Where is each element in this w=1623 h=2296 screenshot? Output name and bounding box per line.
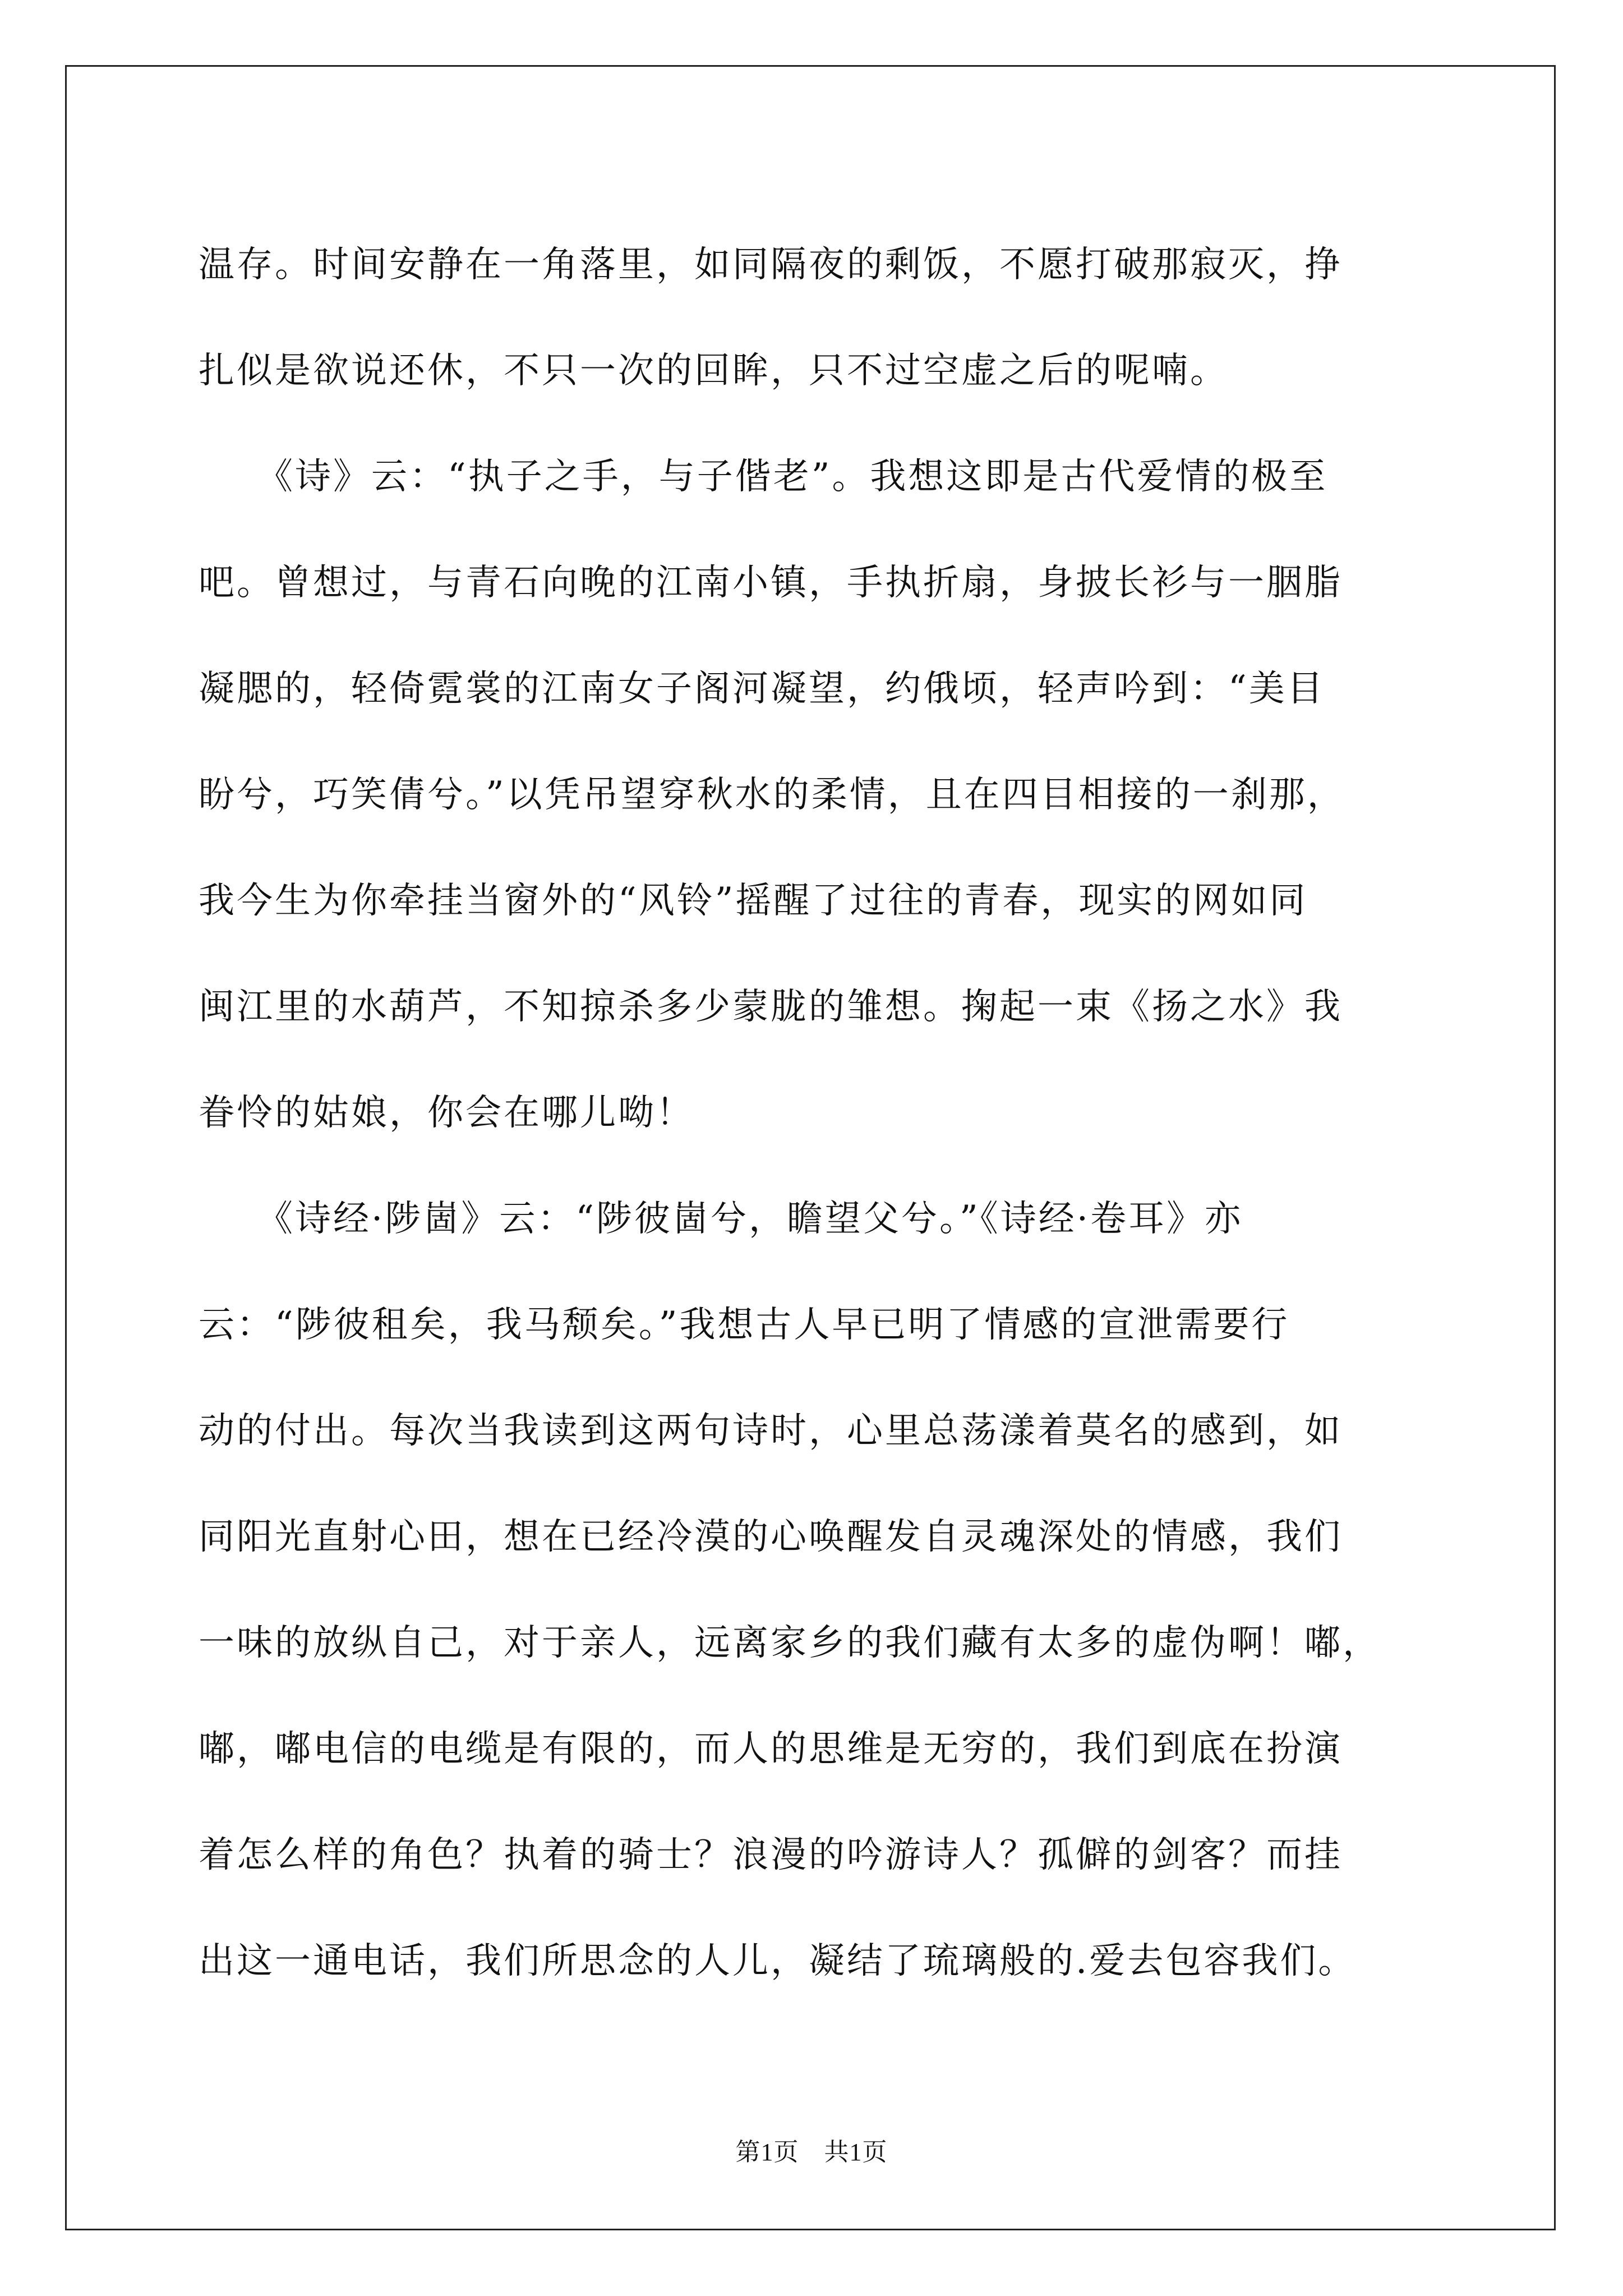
text-line: 盼兮，巧笑倩兮。”以凭吊望穿秋水的柔情，且在四目相接的一刹那， <box>199 774 1345 816</box>
text-line: 着怎么样的角色？执着的骑士？浪漫的吟游诗人？孤僻的剑客？而挂 <box>199 1834 1343 1876</box>
text-line: 扎似是欲说还休，不只一次的回眸，只不过空虚之后的呢喃。 <box>199 350 1228 392</box>
text-line: 我今生为你牵挂当窗外的“风铃”摇醒了过往的青春，现实的网如同 <box>199 880 1308 922</box>
page-number-footer: 第1页 共1页 <box>735 2138 888 2166</box>
text-line: 《诗经·陟崮》云：“陟彼崮兮，瞻望父兮。”《诗经·卷耳》亦 <box>199 1198 1243 1240</box>
text-line: 嘟，嘟电信的电缆是有限的，而人的思维是无穷的，我们到底在扮演 <box>199 1728 1343 1770</box>
text-line: 吧。曾想过，与青石向晚的江南小镇，手执折扇，身披长衫与一胭脂 <box>199 562 1343 604</box>
text-line: 一味的放纵自己，对于亲人，远离家乡的我们藏有太多的虚伪啊！嘟， <box>199 1622 1381 1664</box>
document-body <box>199 212 1432 2014</box>
text-line: 云：“陟彼租矣，我马颓矣。”我想古人早已明了情感的宣泄需要行 <box>199 1304 1290 1346</box>
text-line: 同阳光直射心田，想在已经冷漠的心唤醒发自灵魂深处的情感，我们 <box>199 1516 1343 1558</box>
text-line: 闽江里的水葫芦，不知掠杀多少蒙胧的雏想。掬起一束《扬之水》我 <box>199 986 1343 1028</box>
text-line: 温存。时间安静在一角落里，如同隔夜的剩饭，不愿打破那寂灭，挣 <box>199 244 1343 286</box>
text-line: 动的付出。每次当我读到这两句诗时，心里总荡漾着莫名的感到，如 <box>199 1410 1343 1452</box>
text-line: 《诗》云：“执子之手，与子偕老”。我想这即是古代爱情的极至 <box>199 456 1328 498</box>
text-line: 眷怜的姑娘，你会在哪儿呦！ <box>199 1092 694 1134</box>
text-line: 出这一通电话，我们所思念的人儿，凝结了琉璃般的.爱去包容我们。 <box>199 1940 1357 1982</box>
text-line: 凝腮的，轻倚霓裳的江南女子阁河凝望，约俄顷，轻声吟到：“美目 <box>199 668 1325 710</box>
